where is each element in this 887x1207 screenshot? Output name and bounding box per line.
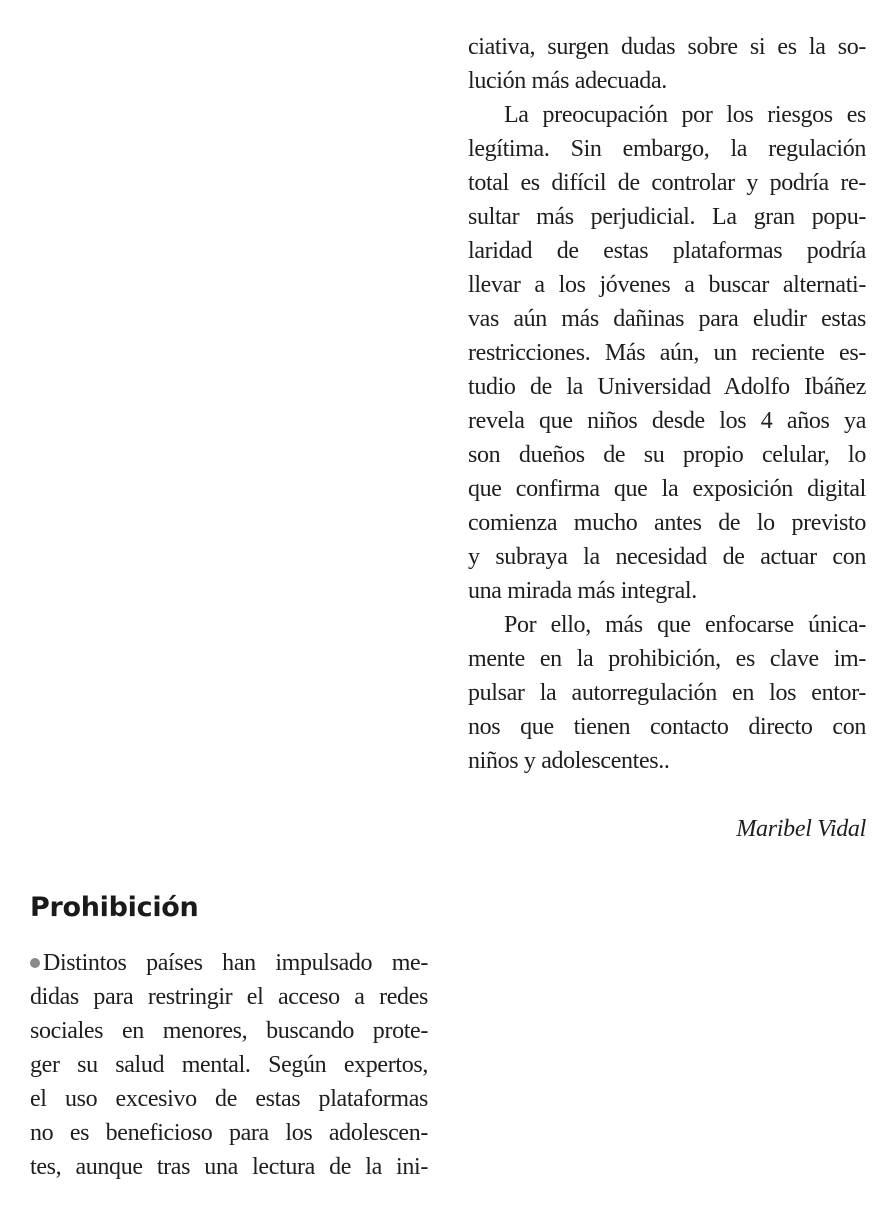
text-line: sociales en menores, buscando prote- [30,1018,428,1044]
paragraph [468,608,866,778]
text-line: total es difícil de controlar y podría re- [468,170,866,196]
text-line: Por ello, más que enfocarse única- [504,612,866,638]
text-line: son dueños de su propio celular, lo [468,442,866,468]
author-signature: Maribel Vidal [736,816,866,842]
text-line: La preocupación por los riesgos es [504,102,866,128]
text-line: niños y adolescentes.. [468,748,670,774]
paragraph [468,98,866,608]
text-line: ciativa, surgen dudas sobre si es la so- [468,34,866,60]
text-line: mente en la prohibición, es clave im- [468,646,866,672]
text-line: laridad de estas plataformas podría [468,238,866,264]
paragraph [468,30,866,98]
text-line: sultar más perjudicial. La gran popu- [468,204,866,230]
text-line: que confirma que la exposición digital [468,476,866,502]
article-continuation-column [468,30,866,846]
text-line: una mirada más integral. [468,578,697,604]
text-line: legítima. Sin embargo, la regulación [468,136,866,162]
text-line: pulsar la autorregulación en los entor- [468,680,866,706]
text-line: tes, aunque tras una lectura de la ini- [30,1154,428,1180]
text-line: llevar a los jóvenes a buscar alternati- [468,272,866,298]
text-line: revela que niños desde los 4 años ya [468,408,866,434]
prohibicion-section [30,888,428,1184]
text-line: lución más adecuada. [468,68,667,94]
text-line-with-bullet [30,946,428,980]
text-line: no es beneficioso para los adolescen- [30,1120,428,1146]
text-line: comienza mucho antes de lo previsto [468,510,866,536]
bullet-dot-icon [30,958,40,968]
text-line: restricciones. Más aún, un reciente es- [468,340,866,366]
text-line: nos que tienen contacto directo con [468,714,866,740]
text-line: ger su salud mental. Según expertos, [30,1052,428,1078]
section-paragraph [30,946,428,1184]
section-heading: Prohibición [30,892,199,923]
text-line: y subraya la necesidad de actuar con [468,544,866,570]
text-line: tudio de la Universidad Adolfo Ibáñez [468,374,866,400]
text-line: Distintos países han impulsado me- [43,950,428,976]
text-line: vas aún más dañinas para eludir estas [468,306,866,332]
text-line: didas para restringir el acceso a redes [30,984,428,1010]
text-line: el uso excesivo de estas plataformas [30,1086,428,1112]
